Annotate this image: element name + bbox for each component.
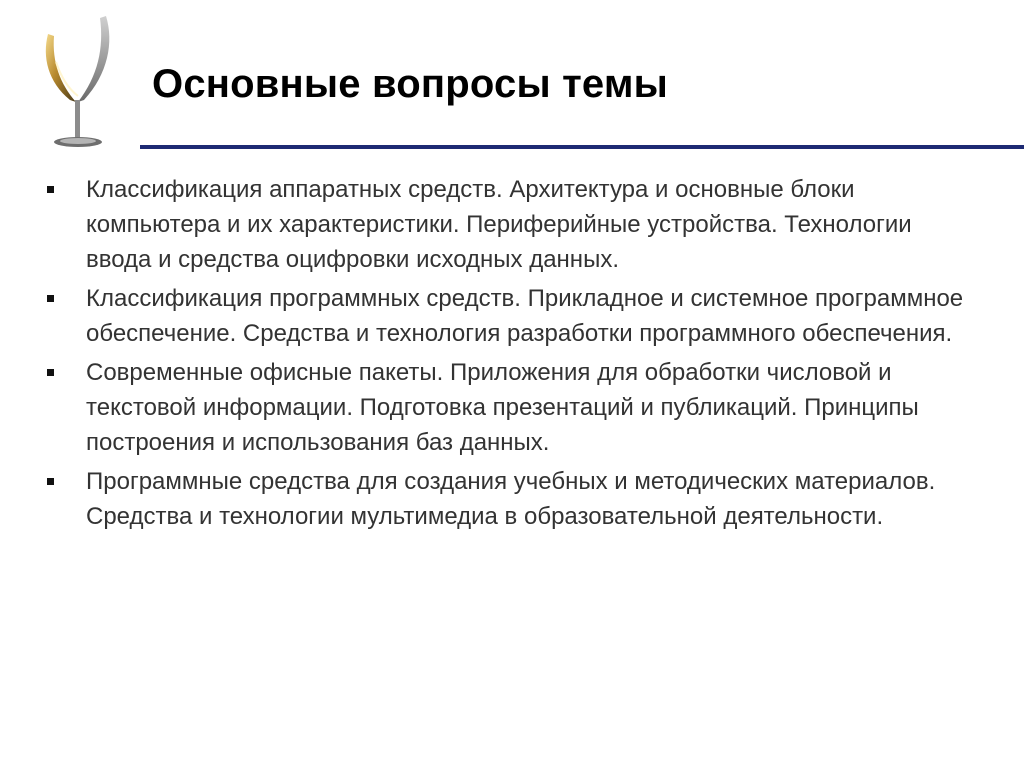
- bullet-item: [44, 281, 974, 351]
- bullet-text: Программные средства для создания учебных и методических материалов. Средства и технологии мультимедиа в образовательной деятельности.: [86, 468, 936, 530]
- bullet-square-icon: [47, 369, 54, 376]
- bullet-square-icon: [47, 186, 54, 193]
- bullet-text: Современные офисные пакеты. Приложения для обработки числовой и текстовой информации. Подготовка презентаций и публикаций. Принципы построения и использования баз данных.: [86, 359, 919, 456]
- goblet-icon: [28, 12, 128, 152]
- bullet-square-icon: [47, 478, 54, 485]
- bullet-list: [44, 172, 974, 534]
- bullet-item: [44, 172, 974, 277]
- bullet-item: [44, 464, 974, 534]
- title-underline: [140, 145, 1024, 149]
- bullet-text: Классификация аппаратных средств. Архитектура и основные блоки компьютера и их характеристики. Периферийные устройства. Технологии ввода и средства оцифровки исходных данных.: [86, 176, 912, 273]
- slide-title: Основные вопросы темы: [152, 62, 668, 106]
- bullet-text: Классификация программных средств. Прикладное и системное программное обеспечение. Средства и технология разработки программного обеспечения.: [86, 285, 964, 347]
- bullet-square-icon: [47, 295, 54, 302]
- bullet-item: [44, 355, 974, 460]
- slide-content: [44, 172, 974, 538]
